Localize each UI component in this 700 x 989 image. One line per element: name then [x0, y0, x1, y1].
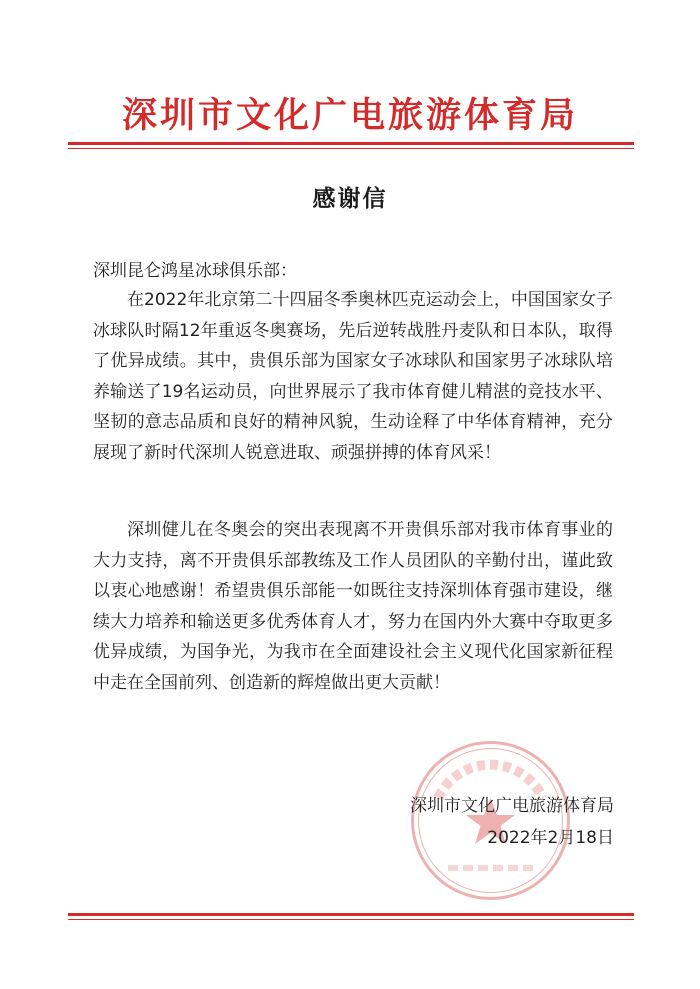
letter-title: 感谢信: [312, 186, 388, 212]
signature-block: [410, 790, 614, 854]
letterhead-rule-thin: [68, 148, 634, 149]
signature-organization: 深圳市文化广电旅游体育局: [410, 796, 614, 816]
letter-paragraph-1: 在2022年北京第二十四届冬季奥林匹克运动会上，中国国家女子冰球队时隔12年重返冬奥赛场，先后逆转战胜丹麦队和日本队，取得了优异成绩。其中，贵俱乐部为国家女子冰球队和国家男子冰球队培养输送了19名运动员，向世界展示了我市体育健儿精湛的竞技水平、坚韧的意志品质和良好的精神风貌，生动诠释了中华体育精神，充分展现了新时代深圳人锐意进取、顽强拼搏的体育风采！: [93, 290, 613, 463]
footer-rule-thick: [68, 913, 634, 916]
letter-paragraph-2: 深圳健儿在冬奥会的突出表现离不开贵俱乐部对我市体育事业的大力支持，离不开贵俱乐部教练及工作人员团队的辛勤付出，谨此致以衷心地感谢！希望贵俱乐部能一如既往支持深圳体育强市建设，继续大力培养和输送更多优秀体育人才，努力在国内外大赛中夺取更多优异成绩，为国争光，为我市在全面建设社会主义现代化国家新征程中走在全国前列、创造新的辉煌做出更大贡献！: [93, 520, 613, 693]
letterhead-rule-thick: [68, 142, 634, 145]
letterhead-organization: 深圳市文化广电旅游体育局: [121, 95, 578, 136]
signature-date: 2022年2月18日: [487, 828, 614, 848]
footer-rule-thin: [68, 919, 634, 920]
letter-salutation: 深圳昆仑鸿星冰球俱乐部：: [93, 261, 297, 281]
